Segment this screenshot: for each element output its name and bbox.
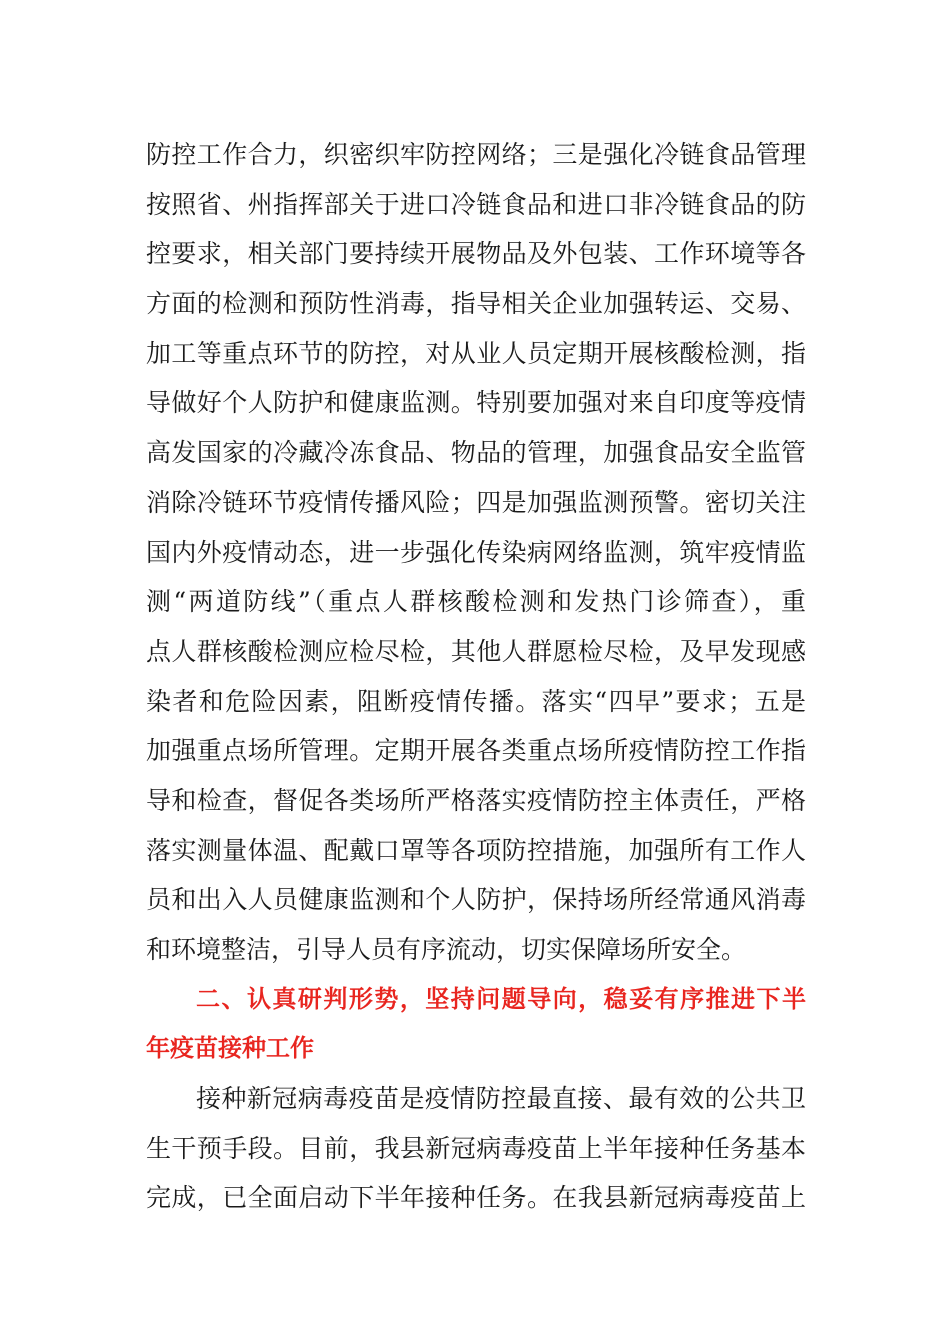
body-line: 点人群核酸检测应检尽检，其他人群愿检尽检，及早发现感 bbox=[146, 636, 806, 666]
section-heading: 年疫苗接种工作 bbox=[146, 1034, 314, 1063]
body-line: 导和检查，督促各类场所严格落实疫情防控主体责任，严格 bbox=[146, 785, 806, 815]
body-line: 完成，已全面启动下半年接种任务。在我县新冠病毒疫苗上 bbox=[146, 1183, 806, 1213]
body-line: 染者和危险因素，阻断疫情传播。落实“四早”要求；五是 bbox=[146, 686, 806, 716]
section-heading: 二、认真研判形势，坚持问题导向，稳妥有序推进下半 bbox=[196, 984, 806, 1013]
body-line: 加工等重点环节的防控，对从业人员定期开展核酸检测，指 bbox=[146, 338, 806, 368]
body-line: 防控工作合力，织密织牢防控网络；三是强化冷链食品管理 bbox=[146, 140, 806, 169]
body-line: 按照省、州指挥部关于进口冷链食品和进口非冷链食品的防 bbox=[146, 189, 806, 219]
body-line: 和环境整洁，引导人员有序流动，切实保障场所安全。 bbox=[146, 935, 747, 964]
body-line: 员和出入人员健康监测和个人防护，保持场所经常通风消毒 bbox=[146, 885, 806, 915]
body-line: 落实测量体温、配戴口罩等各项防控措施，加强所有工作人 bbox=[146, 835, 806, 865]
body-line: 消除冷链环节疫情传播风险；四是加强监测预警。密切关注 bbox=[146, 487, 806, 517]
body-line: 控要求，相关部门要持续开展物品及外包装、工作环境等各 bbox=[146, 239, 806, 269]
body-line: 国内外疫情动态，进一步强化传染病网络监测，筑牢疫情监 bbox=[146, 537, 806, 567]
body-line: 生干预手段。目前，我县新冠病毒疫苗上半年接种任务基本 bbox=[146, 1133, 806, 1163]
document-body bbox=[146, 130, 806, 1223]
body-line: 方面的检测和预防性消毒，指导相关企业加强转运、交易、 bbox=[146, 289, 806, 319]
body-line: 导做好个人防护和健康监测。特别要加强对来自印度等疫情 bbox=[146, 388, 806, 418]
body-line: 测“两道防线”（重点人群核酸检测和发热门诊筛查），重 bbox=[146, 587, 806, 617]
body-line: 加强重点场所管理。定期开展各类重点场所疫情防控工作指 bbox=[146, 736, 806, 766]
body-line: 接种新冠病毒疫苗是疫情防控最直接、最有效的公共卫 bbox=[196, 1084, 806, 1114]
body-line: 高发国家的冷藏冷冻食品、物品的管理，加强食品安全监管 bbox=[146, 438, 806, 468]
